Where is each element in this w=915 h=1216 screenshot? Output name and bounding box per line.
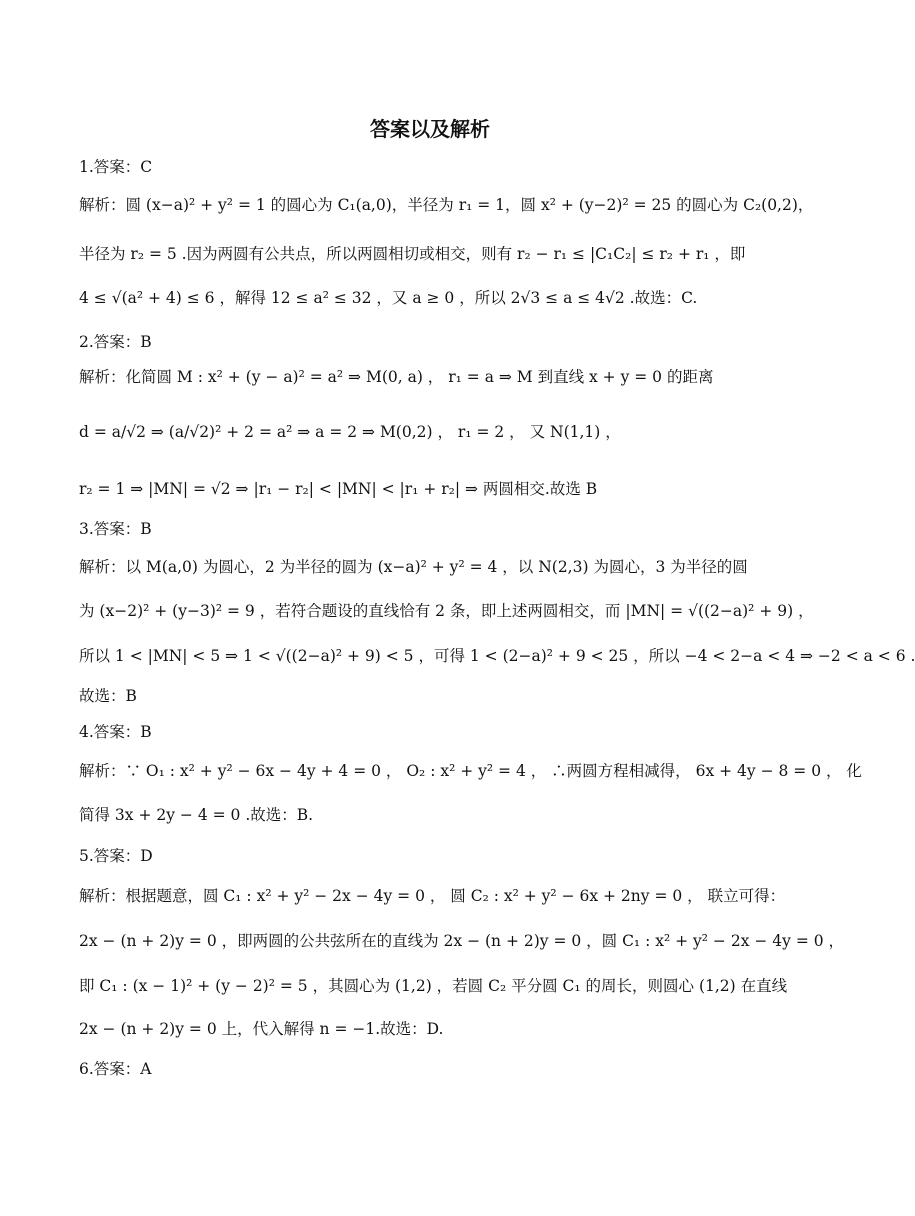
answer-2-explanation-line-2: d = a/√2 ⇒ (a/√2)² + 2 = a² ⇒ a = 2 ⇒ M(0,2) ， r₁ = 2 ， 又 N(1,1) ， [79,423,621,441]
answer-1-heading: 1.答案：C [79,158,153,176]
answer-5-heading: 5.答案：D [79,847,153,865]
answer-4-explanation-line-1: 解析：∵ O₁ : x² + y² − 6x − 4y + 4 = 0 ， O₂ : x² + y² = 4 ， ∴两圆方程相减得， 6x + 4y − 8 = 0 ， 化 [79,762,862,780]
answer-3-conclusion: 故选：B [79,687,137,705]
answer-3-heading: 3.答案：B [79,520,152,538]
answer-2-explanation-line-3: r₂ = 1 ⇒ |MN| = √2 ⇒ |r₁ − r₂| < |MN| < |r₁ + r₂| ⇒ 两圆相交.故选 B [79,480,598,498]
answer-4-explanation-line-2: 简得 3x + 2y − 4 = 0 .故选：B. [79,806,314,824]
answer-2-heading: 2.答案：B [79,333,152,351]
answer-6-heading: 6.答案：A [79,1060,152,1078]
answer-3-explanation-line-3: 所以 1 < |MN| < 5 ⇒ 1 < √((2−a)² + 9) < 5 ，可得 1 < (2−a)² + 9 < 25 ，所以 −4 < 2−a < 4 ⇒ −2 < a < 6 . [79,647,915,665]
answer-2-explanation-line-1: 解析：化简圆 M : x² + (y − a)² = a² ⇒ M(0, a) ， r₁ = a ⇒ M 到直线 x + y = 0 的距离 [79,368,714,386]
page-title: 答案以及解析 [370,117,490,141]
answer-5-explanation-line-1: 解析：根据题意，圆 C₁ : x² + y² − 2x − 4y = 0 ， 圆 C₂ : x² + y² − 6x + 2ny = 0 ， 联立可得： [79,887,786,905]
answer-1-explanation-line-1: 解析：圆 (x−a)² + y² = 1 的圆心为 C₁(a,0)，半径为 r₁ = 1，圆 x² + (y−2)² = 25 的圆心为 C₂(0,2)， [79,196,814,214]
answer-5-explanation-line-4: 2x − (n + 2)y = 0 上，代入解得 n = −1.故选：D. [79,1020,444,1038]
answer-1-explanation-line-2: 半径为 r₂ = 5 .因为两圆有公共点，所以两圆相切或相交，则有 r₂ − r₁ ≤ |C₁C₂| ≤ r₂ + r₁ ，即 [79,245,746,263]
answer-5-explanation-line-2: 2x − (n + 2)y = 0 ，即两圆的公共弦所在的直线为 2x − (n + 2)y = 0 ，圆 C₁ : x² + y² − 2x − 4y = 0 ， [79,932,845,950]
answer-3-explanation-line-1: 解析：以 M(a,0) 为圆心，2 为半径的圆为 (x−a)² + y² = 4 ，以 N(2,3) 为圆心，3 为半径的圆 [79,558,748,576]
answer-3-explanation-line-2: 为 (x−2)² + (y−3)² = 9 ，若符合题设的直线恰有 2 条，即上述两圆相交，而 |MN| = √((2−a)² + 9) ， [79,602,814,620]
answer-4-heading: 4.答案：B [79,723,152,741]
answer-1-explanation-line-3: 4 ≤ √(a² + 4) ≤ 6 ，解得 12 ≤ a² ≤ 32 ，又 a ≥ 0 ，所以 2√3 ≤ a ≤ 4√2 .故选：C. [79,289,698,307]
answer-5-explanation-line-3: 即 C₁ : (x − 1)² + (y − 2)² = 5 ，其圆心为 (1,2) ，若圆 C₂ 平分圆 C₁ 的周长，则圆心 (1,2) 在直线 [79,977,788,995]
